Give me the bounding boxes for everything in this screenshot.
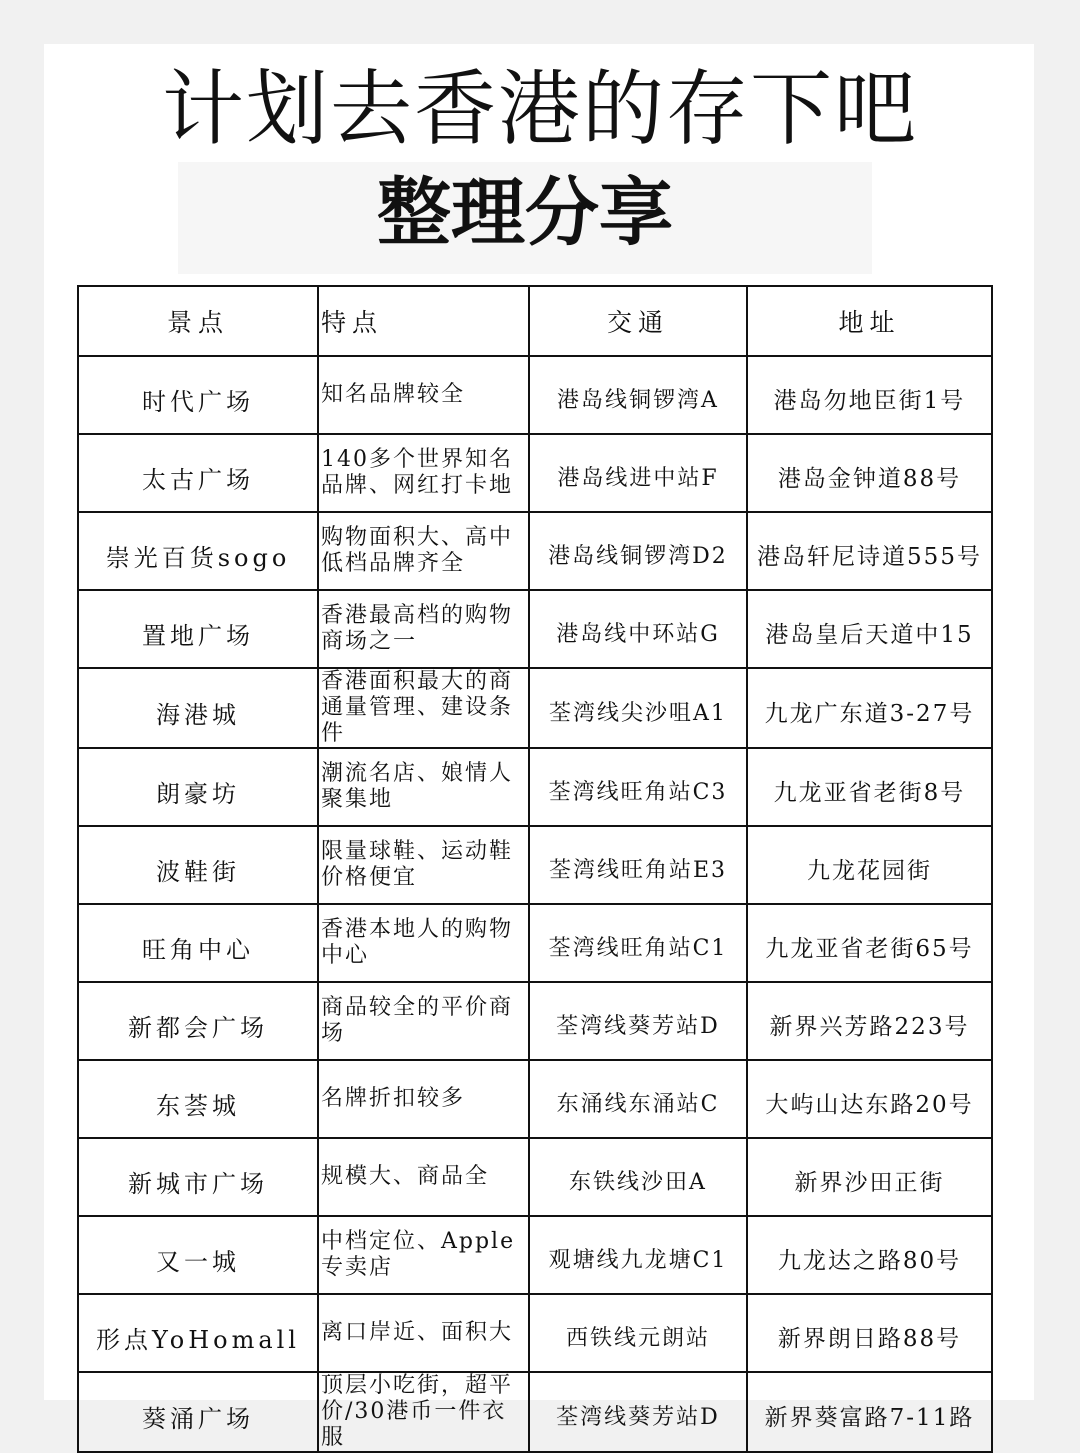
site-name-cell: 朗豪坊 [78, 748, 318, 826]
table-row [78, 826, 992, 904]
feature-cell: 140多个世界知名品牌、网红打卡地 [318, 434, 529, 512]
table-row [78, 1138, 992, 1216]
table-row [78, 590, 992, 668]
address-cell: 新界朗日路88号 [747, 1294, 992, 1372]
page-subtitle: 整理分享 [377, 170, 673, 256]
feature-cell: 知名品牌较全 [318, 356, 529, 434]
transport-cell: 港岛线铜锣湾D2 [529, 512, 747, 590]
address-cell: 港岛勿地臣街1号 [747, 356, 992, 434]
address-cell: 新界葵富路7-11路 [747, 1372, 992, 1452]
table-row [78, 434, 992, 512]
site-name-cell: 新城市广场 [78, 1138, 318, 1216]
transport-cell: 港岛线铜锣湾A [529, 356, 747, 434]
site-name-cell: 波鞋街 [78, 826, 318, 904]
feature-cell: 购物面积大、高中低档品牌齐全 [318, 512, 529, 590]
site-name-cell: 海港城 [78, 668, 318, 748]
feature-cell: 潮流名店、娘情人聚集地 [318, 748, 529, 826]
feature-cell: 顶层小吃街，超平价/30港币一件衣服 [318, 1372, 529, 1452]
transport-cell: 东涌线东涌站C [529, 1060, 747, 1138]
site-name-cell: 新都会广场 [78, 982, 318, 1060]
feature-cell: 离口岸近、面积大 [318, 1294, 529, 1372]
site-name-cell: 旺角中心 [78, 904, 318, 982]
address-cell: 九龙广东道3-27号 [747, 668, 992, 748]
site-name-cell: 崇光百货sogo [78, 512, 318, 590]
feature-cell: 规模大、商品全 [318, 1138, 529, 1216]
transport-cell: 港岛线中环站G [529, 590, 747, 668]
address-cell: 大屿山达东路20号 [747, 1060, 992, 1138]
feature-cell: 香港面积最大的商通量管理、建设条件 [318, 668, 529, 748]
transport-cell: 荃湾线旺角站C1 [529, 904, 747, 982]
transport-cell: 荃湾线旺角站C3 [529, 748, 747, 826]
table-row [78, 1216, 992, 1294]
site-name-cell: 时代广场 [78, 356, 318, 434]
feature-cell: 限量球鞋、运动鞋价格便宜 [318, 826, 529, 904]
transport-cell: 观塘线九龙塘C1 [529, 1216, 747, 1294]
address-cell: 港岛金钟道88号 [747, 434, 992, 512]
address-cell: 九龙亚省老街65号 [747, 904, 992, 982]
column-header-site: 景点 [78, 286, 318, 356]
table-row [78, 356, 992, 434]
address-cell: 新界兴芳路223号 [747, 982, 992, 1060]
transport-cell: 荃湾线葵芳站D [529, 982, 747, 1060]
address-cell: 港岛皇后天道中15 [747, 590, 992, 668]
transport-cell: 荃湾线尖沙咀A1 [529, 668, 747, 748]
site-name-cell: 又一城 [78, 1216, 318, 1294]
table-row [78, 748, 992, 826]
feature-cell: 商品较全的平价商场 [318, 982, 529, 1060]
table-row [78, 904, 992, 982]
column-header-address: 地址 [747, 286, 992, 356]
address-cell: 九龙达之路80号 [747, 1216, 992, 1294]
site-name-cell: 形点YoHomall [78, 1294, 318, 1372]
column-header-feature: 特点 [318, 286, 529, 356]
shopping-sites-table [77, 285, 993, 1453]
table-header-row [78, 286, 992, 356]
table-row [78, 1060, 992, 1138]
column-header-transport: 交通 [529, 286, 747, 356]
table-row [78, 1372, 992, 1452]
feature-cell: 香港最高档的购物商场之一 [318, 590, 529, 668]
transport-cell: 荃湾线旺角站E3 [529, 826, 747, 904]
site-name-cell: 葵涌广场 [78, 1372, 318, 1452]
page-title: 计划去香港的存下吧 [161, 62, 918, 157]
address-cell: 港岛轩尼诗道555号 [747, 512, 992, 590]
site-name-cell: 置地广场 [78, 590, 318, 668]
feature-cell: 名牌折扣较多 [318, 1060, 529, 1138]
table-row [78, 512, 992, 590]
feature-cell: 香港本地人的购物中心 [318, 904, 529, 982]
address-cell: 九龙亚省老街8号 [747, 748, 992, 826]
address-cell: 新界沙田正街 [747, 1138, 992, 1216]
table-row [78, 668, 992, 748]
feature-cell: 中档定位、Apple专卖店 [318, 1216, 529, 1294]
table-row [78, 1294, 992, 1372]
transport-cell: 西铁线元朗站 [529, 1294, 747, 1372]
transport-cell: 港岛线进中站F [529, 434, 747, 512]
site-name-cell: 东荟城 [78, 1060, 318, 1138]
site-name-cell: 太古广场 [78, 434, 318, 512]
transport-cell: 荃湾线葵芳站D [529, 1372, 747, 1452]
address-cell: 九龙花园街 [747, 826, 992, 904]
transport-cell: 东铁线沙田A [529, 1138, 747, 1216]
table-row [78, 982, 992, 1060]
